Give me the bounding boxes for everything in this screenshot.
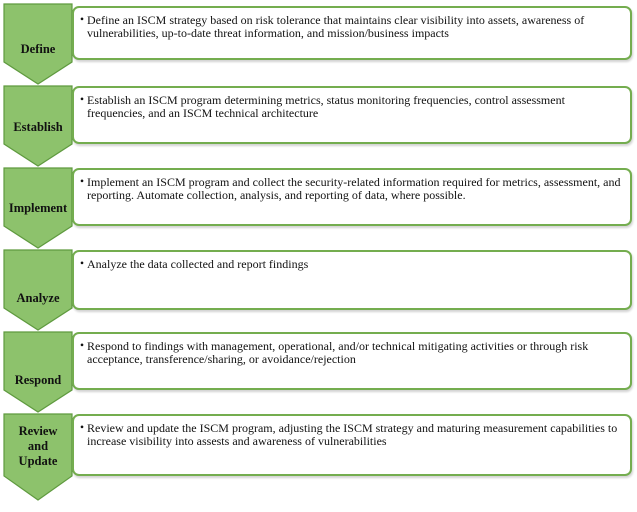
bullet-icon: • xyxy=(80,176,85,188)
step-establish-label: Establish xyxy=(13,120,63,134)
step-and-label: and xyxy=(27,439,49,453)
step-respond-bullet xyxy=(80,340,622,366)
bullet-icon: • xyxy=(80,14,85,26)
bullet-icon: • xyxy=(80,94,85,106)
step-define-label: Define xyxy=(20,42,56,56)
step-respond-box xyxy=(72,332,632,390)
step-respond-text: Respond to findings with management, operational, and/or technical mitigating activities or through risk acceptance, transference/sharing, or avoidance/rejection xyxy=(87,339,589,367)
step-review-update-text: Review and update the ISCM program, adjusting the ISCM strategy and maturing measurement capabilities to increase visibility into assests and awareness of vulnerabilities xyxy=(87,421,618,449)
step-analyze-bullet xyxy=(80,258,622,271)
step-analyze-text: Analyze the data collected and report findings xyxy=(87,257,309,271)
step-review-update-box xyxy=(72,414,632,476)
step-establish-box xyxy=(72,86,632,144)
step-review-label: Review xyxy=(18,424,58,438)
step-establish-text: Establish an ISCM program determining metrics, status monitoring frequencies, control assessment frequencies, and an ISCM technical architecture xyxy=(87,93,565,121)
step-update-label: Update xyxy=(18,454,58,468)
step-implement-box xyxy=(72,168,632,226)
step-implement-bullet xyxy=(80,176,622,202)
step-review-update-bullet xyxy=(80,422,622,448)
step-establish-bullet xyxy=(80,94,622,120)
step-define-bullet xyxy=(80,14,622,40)
bullet-icon: • xyxy=(80,422,85,434)
step-respond-label: Respond xyxy=(14,373,62,387)
step-define-chevron xyxy=(4,4,72,84)
bullet-icon: • xyxy=(80,340,85,352)
step-analyze-box xyxy=(72,250,632,310)
step-analyze-label: Analyze xyxy=(16,291,60,305)
step-define-box xyxy=(72,6,632,60)
bullet-icon: • xyxy=(80,258,85,270)
step-establish-chevron xyxy=(4,86,72,166)
step-implement-text: Implement an ISCM program and collect the security-related information required for metrics, assessment, and reporting. Automate collection, analysis, and reporting of data, where possible. xyxy=(87,175,621,203)
step-analyze-chevron xyxy=(4,250,72,330)
step-implement-label: Implement xyxy=(8,201,68,215)
step-review-update-chevron xyxy=(4,414,72,500)
step-implement-chevron xyxy=(4,168,72,248)
step-define-text: Define an ISCM strategy based on risk tolerance that maintains clear visibility into assets, awareness of vulnerabilities, up-to-date threat information, and mission/business impacts xyxy=(87,13,585,41)
step-respond-chevron xyxy=(4,332,72,412)
